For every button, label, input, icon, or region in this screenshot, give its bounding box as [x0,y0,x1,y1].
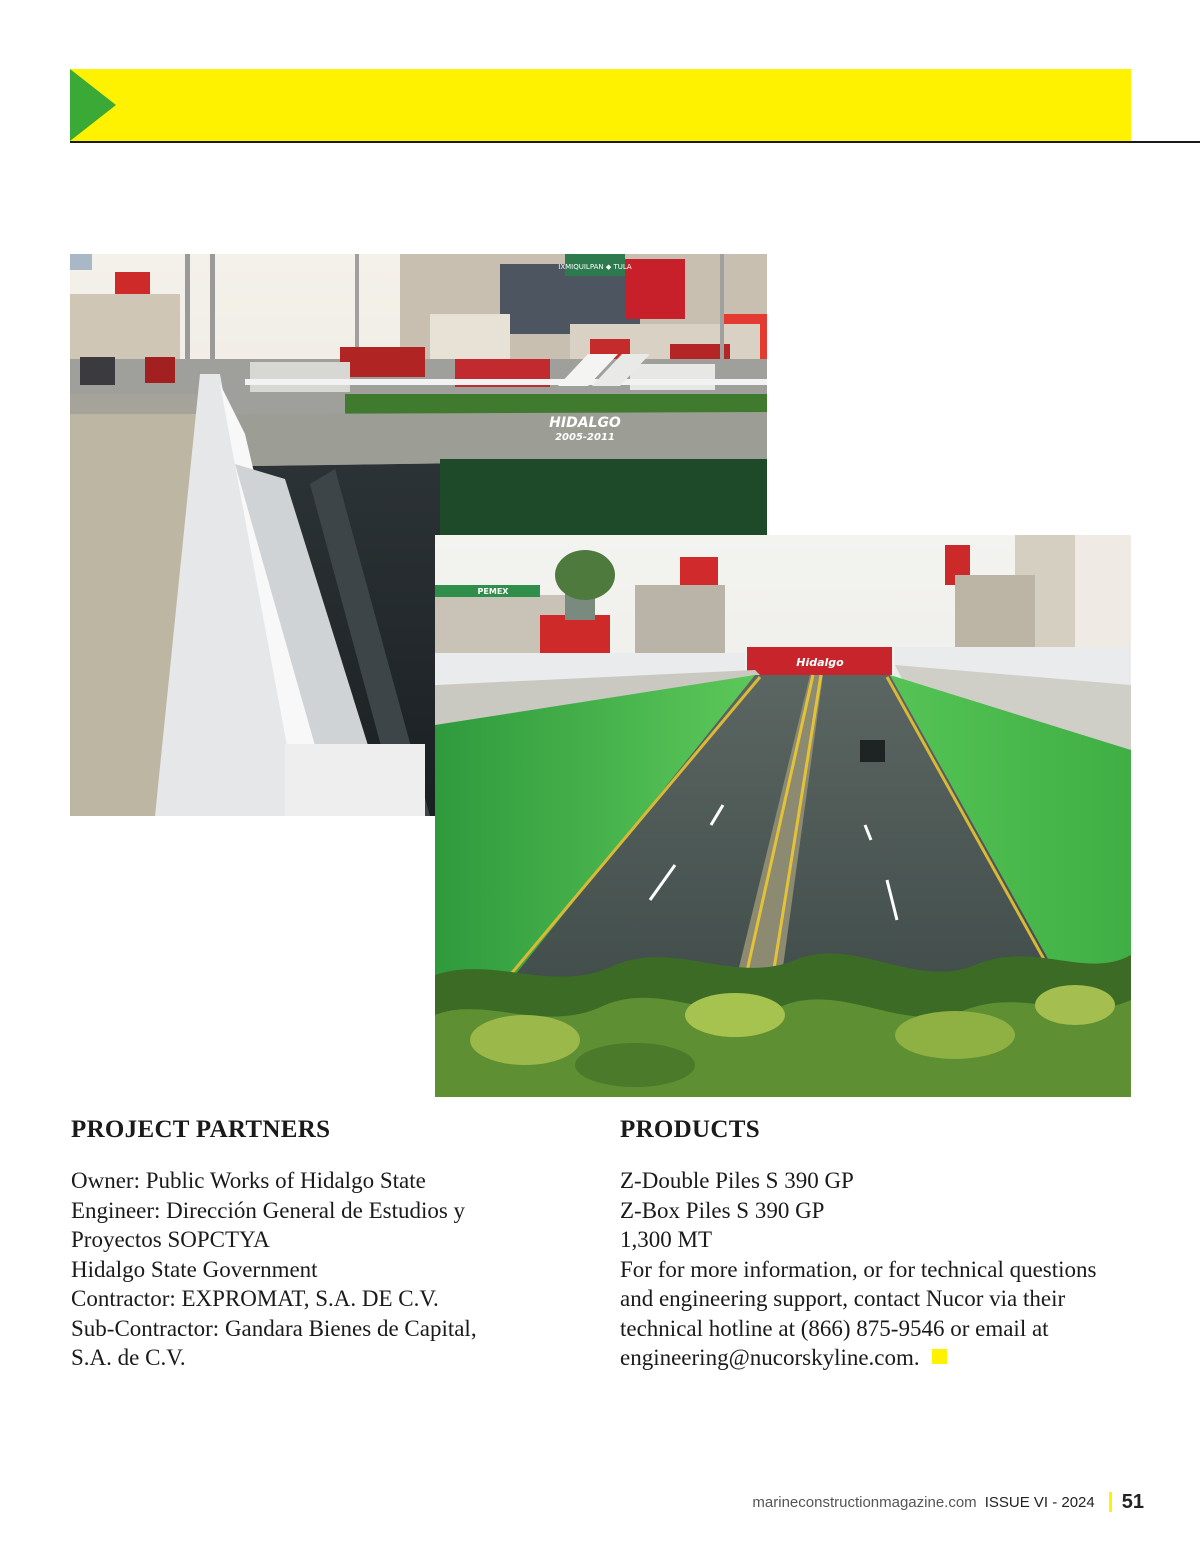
header-arrow-icon [70,69,116,141]
end-mark-icon [932,1349,947,1364]
road-sign-text: IXMIQUILPAN ◆ TULA [558,263,632,271]
partner-line: Contractor: EXPROMAT, S.A. DE C.V. [71,1286,439,1311]
overpass-text: HIDALGO [549,415,621,431]
product-line: For for more information, or for technical questions [620,1256,1097,1282]
product-line: and engineering support, contact Nucor via their [620,1286,1066,1311]
partner-line: Owner: Public Works of Hidalgo State [71,1168,426,1193]
products-heading: PRODUCTS [620,1116,760,1143]
footer-issue: ISSUE VI - 2024 [984,1493,1095,1511]
partner-line: S.A. de C.V. [71,1345,186,1370]
partner-line: Sub-Contractor: Gandara Bienes de Capital, [71,1315,477,1341]
footer-site[interactable]: marineconstructionmagazine.com [752,1493,977,1511]
product-line: Z-Box Piles S 390 GP [620,1197,825,1223]
project-partners-heading: PROJECT PARTNERS [71,1116,331,1143]
page-footer [752,1490,1144,1514]
contact-email-link[interactable]: engineering@nucorskyline.com. [620,1345,920,1370]
page-number: 51 [1121,1490,1144,1513]
product-contact-line [620,1343,1140,1373]
product-line: 1,300 MT [620,1227,712,1252]
green-tunnel-photo [435,535,1131,1097]
overpass-years: 2005-2011 [555,432,615,443]
banner-text: Hidalgo [796,656,844,669]
partner-line: Hidalgo State Government [71,1256,318,1282]
partner-line: Proyectos SOPCTYA [71,1227,270,1252]
product-line: Z-Double Piles S 390 GP [620,1168,854,1193]
footer-divider [1109,1492,1112,1512]
project-partners-section [71,1112,541,1373]
partner-line: Engineer: Dirección General de Estudios y [71,1197,466,1223]
products-section [620,1112,1140,1373]
header-rule [70,141,1200,143]
station-sign: PEMEX [477,587,509,596]
product-line: technical hotline at (866) 875-9546 or email at [620,1315,1049,1341]
header-banner [70,69,1131,141]
